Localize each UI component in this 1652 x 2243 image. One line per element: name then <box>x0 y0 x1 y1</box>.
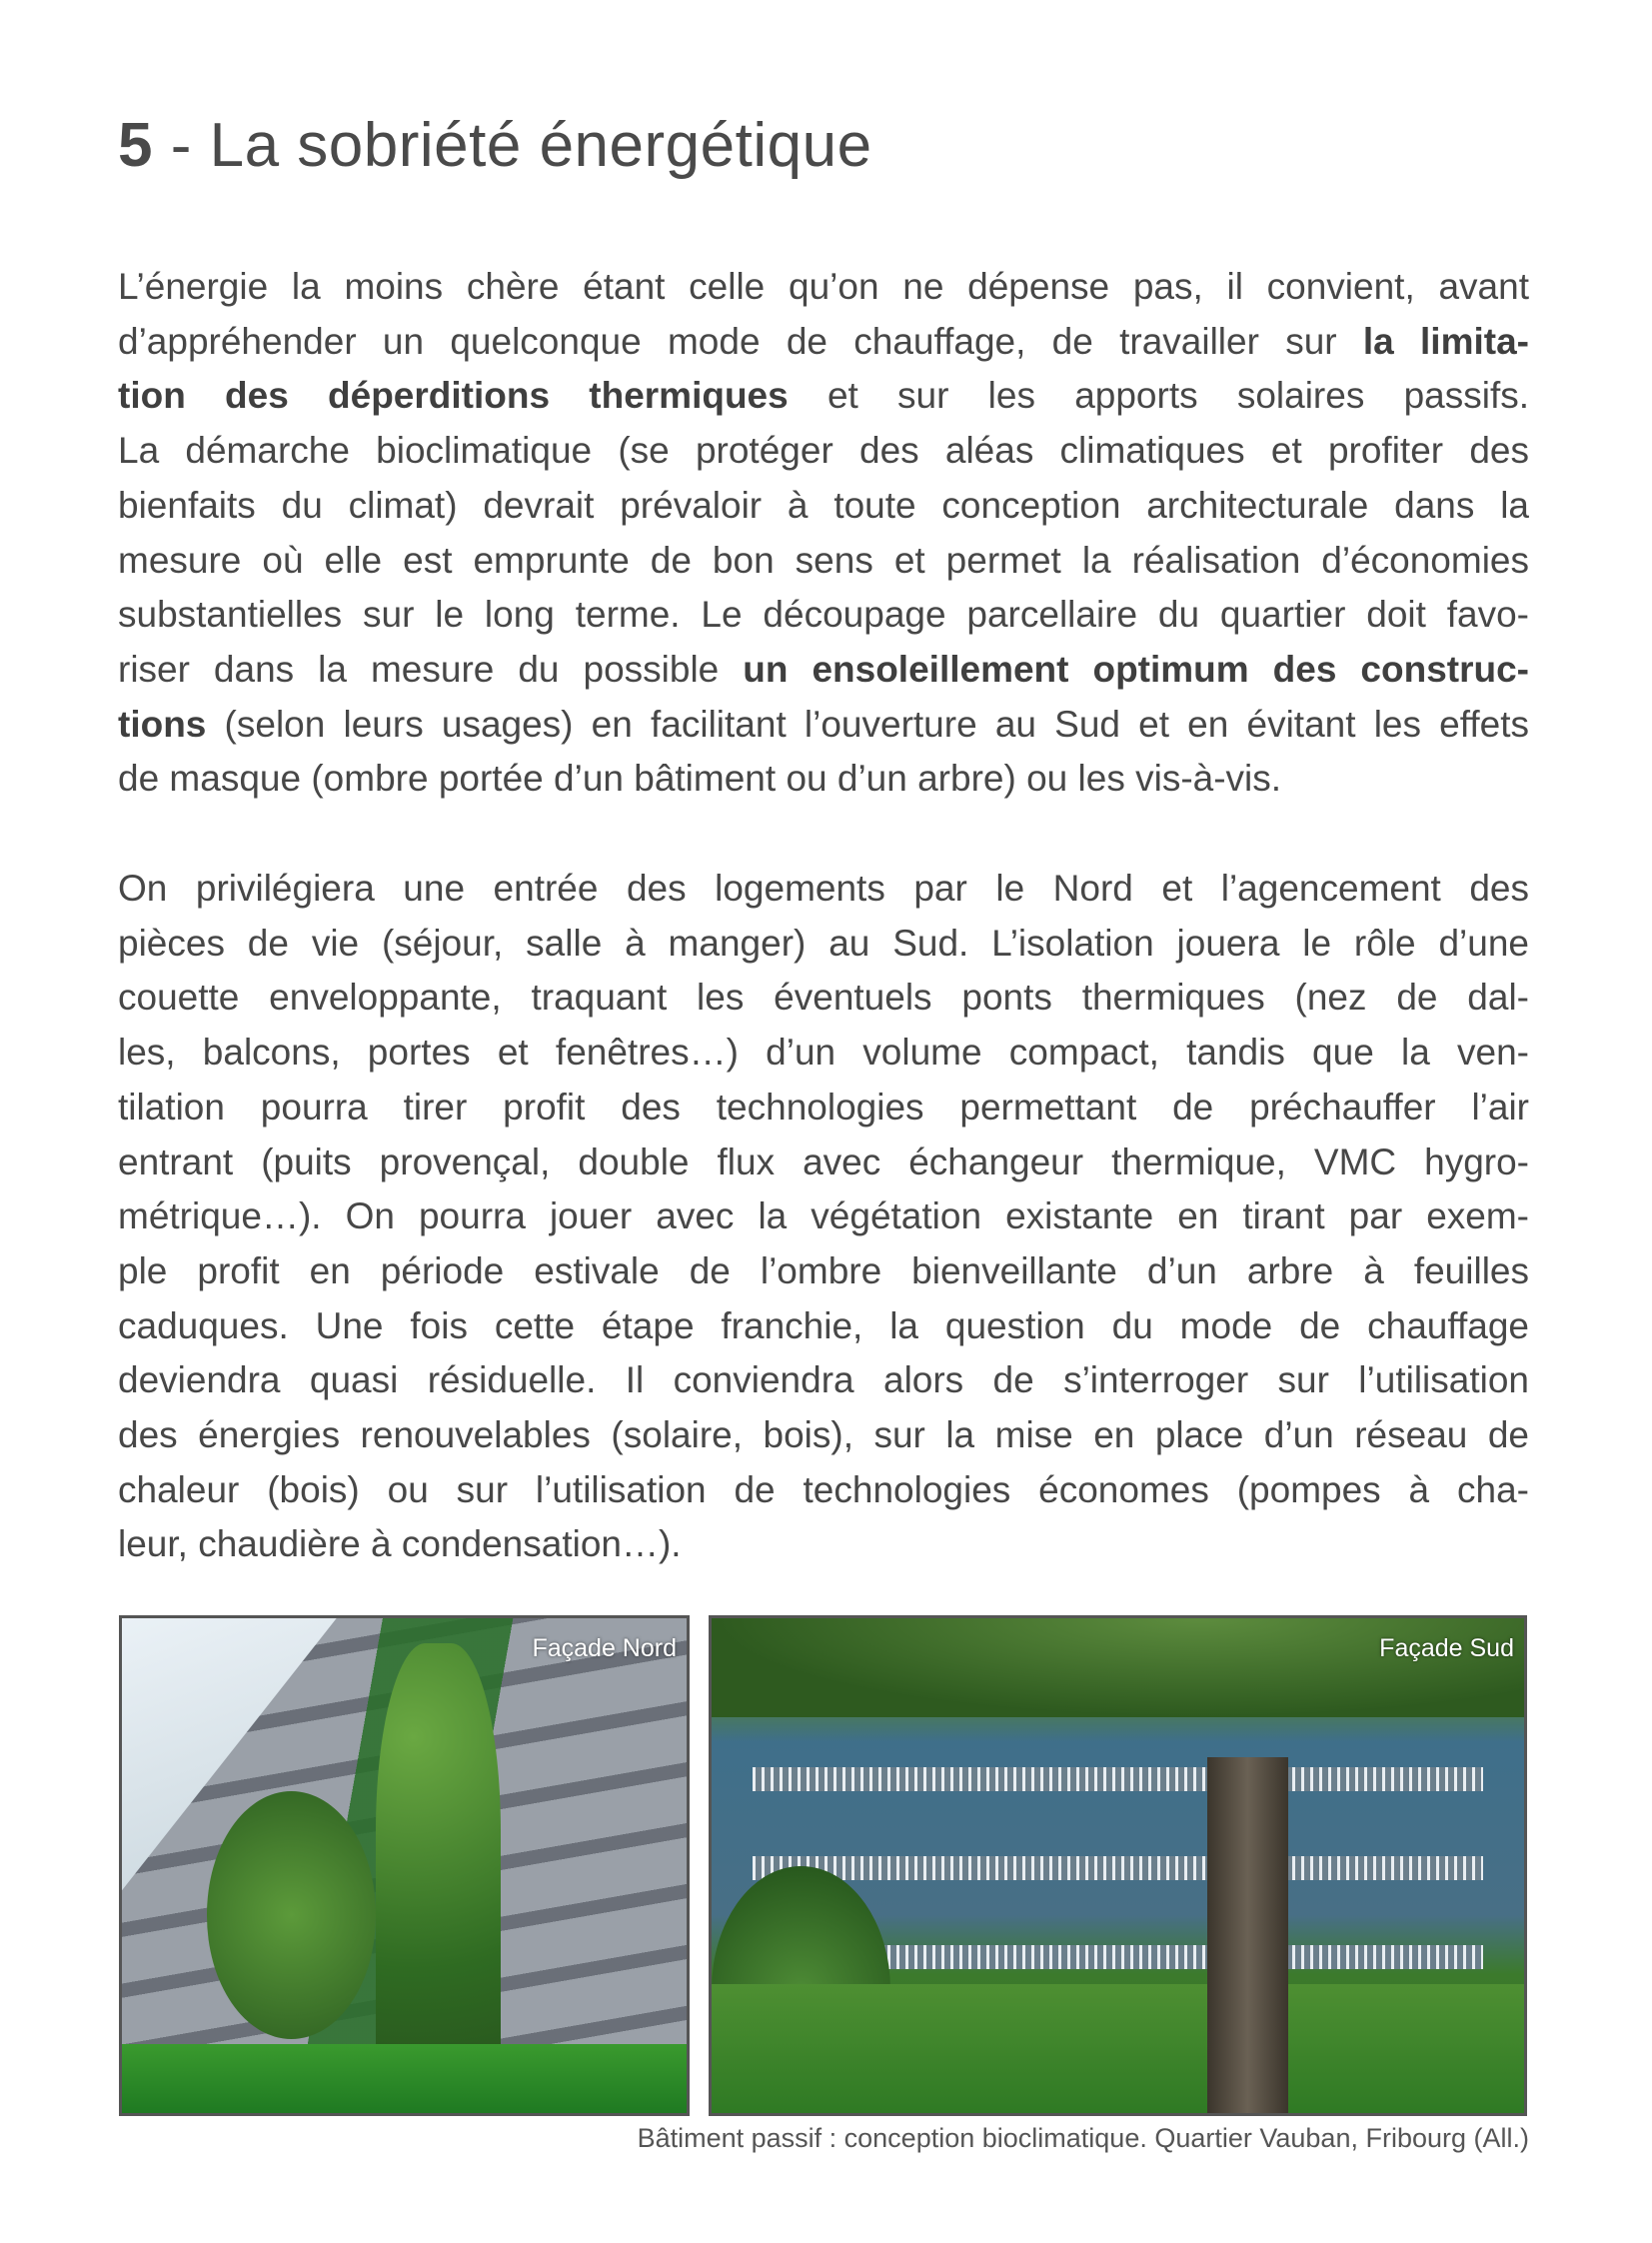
text-segment: (selon leurs usages) en facilitant l’ouverture au Sud et en évitant les effets <box>206 703 1529 745</box>
text-segment: d’appréhender un quelconque mode de chauffage, de travailler sur <box>118 320 1363 362</box>
text-segment: tilation pourra tirer profit des technologies permettant de préchauffer l’air <box>118 1086 1529 1127</box>
text-segment: pièces de vie (séjour, salle à manger) au Sud. L’isolation jouera le rôle d’une <box>118 922 1529 964</box>
section-number: 5 <box>118 111 153 180</box>
text-line <box>118 588 1529 642</box>
bold-text: un ensoleillement optimum des construc- <box>743 648 1530 690</box>
text-line <box>118 1408 1529 1462</box>
photo-label-sud: Façade Sud <box>1379 1634 1514 1662</box>
text-segment: de masque (ombre portée d’un bâtiment ou d’un arbre) ou les vis-à-vis. <box>118 758 1282 800</box>
bold-text: tions <box>118 703 207 745</box>
bold-text: tion des déperditions thermiques <box>118 375 789 417</box>
text-line <box>118 1517 1529 1571</box>
text-segment: mesure où elle est emprunte de bon sens et permet la réalisation d’économies <box>118 539 1529 581</box>
text-line <box>118 1353 1529 1407</box>
text-segment: les, balcons, portes et fenêtres…) d’un volume compact, tandis que la ven- <box>118 1032 1529 1074</box>
text-line <box>118 752 1529 806</box>
text-segment: des énergies renouvelables (solaire, bois), sur la mise en place d’un réseau de <box>118 1414 1529 1455</box>
text-line <box>118 479 1529 533</box>
text-line <box>118 698 1529 752</box>
text-line <box>118 862 1529 916</box>
bold-text: la limita- <box>1362 320 1529 362</box>
text-line <box>118 1081 1529 1134</box>
text-segment: L’énergie la moins chère étant celle qu’on ne dépense pas, il convient, avant <box>118 266 1529 307</box>
section-title-text: - La sobriété énergétique <box>152 111 872 180</box>
text-line <box>118 971 1529 1025</box>
text-line <box>118 1463 1529 1517</box>
text-segment: La démarche bioclimatique (se protéger des aléas climatiques et profiter des <box>118 430 1529 472</box>
text-segment: substantielles sur le long terme. Le découpage parcellaire du quartier doit favo- <box>118 594 1529 636</box>
text-line <box>118 1135 1529 1189</box>
text-segment: couette enveloppante, traquant les éventuels ponts thermiques (nez de dal- <box>118 977 1529 1019</box>
text-line <box>118 1299 1529 1353</box>
text-segment: leur, chaudière à condensation…). <box>118 1523 682 1565</box>
photo-facade-sud <box>709 1615 1527 2116</box>
text-line <box>118 315 1529 369</box>
text-line <box>118 1189 1529 1243</box>
text-segment: métrique…). On pourra jouer avec la végétation existante en tirant par exem- <box>118 1195 1529 1237</box>
photo-label-nord: Façade Nord <box>532 1634 677 1662</box>
text-line <box>118 424 1529 478</box>
page-title <box>118 110 872 181</box>
text-segment: et sur les apports solaires passifs. <box>788 375 1530 417</box>
text-segment: caduques. Une fois cette étape franchie, la question du mode de chauffage <box>118 1304 1529 1346</box>
text-line <box>118 1026 1529 1080</box>
text-segment: riser dans la mesure du possible <box>118 648 744 690</box>
text-segment: entrant (puits provençal, double flux avec échangeur thermique, VMC hygro- <box>118 1140 1529 1182</box>
text-line <box>118 643 1529 697</box>
text-segment: On privilégiera une entrée des logements par le Nord et l’agencement des <box>118 868 1529 909</box>
photo-facade-nord <box>119 1615 690 2116</box>
text-segment: ple profit en période estivale de l’ombre bienveillante d’un arbre à feuilles <box>118 1249 1529 1291</box>
text-line <box>118 917 1529 971</box>
text-segment: deviendra quasi résiduelle. Il conviendra alors de s’interroger sur l’utilisation <box>118 1359 1529 1401</box>
text-line <box>118 534 1529 588</box>
text-segment: chaleur (bois) ou sur l’utilisation de technologies économes (pompes à cha- <box>118 1468 1529 1510</box>
text-line <box>118 260 1529 314</box>
text-line <box>118 369 1529 423</box>
text-segment: bienfaits du climat) devrait prévaloir à toute conception architecturale dans la <box>118 484 1529 526</box>
text-line <box>118 1244 1529 1298</box>
photo-caption: Bâtiment passif : conception bioclimatique. Quartier Vauban, Fribourg (All.) <box>637 2123 1529 2153</box>
